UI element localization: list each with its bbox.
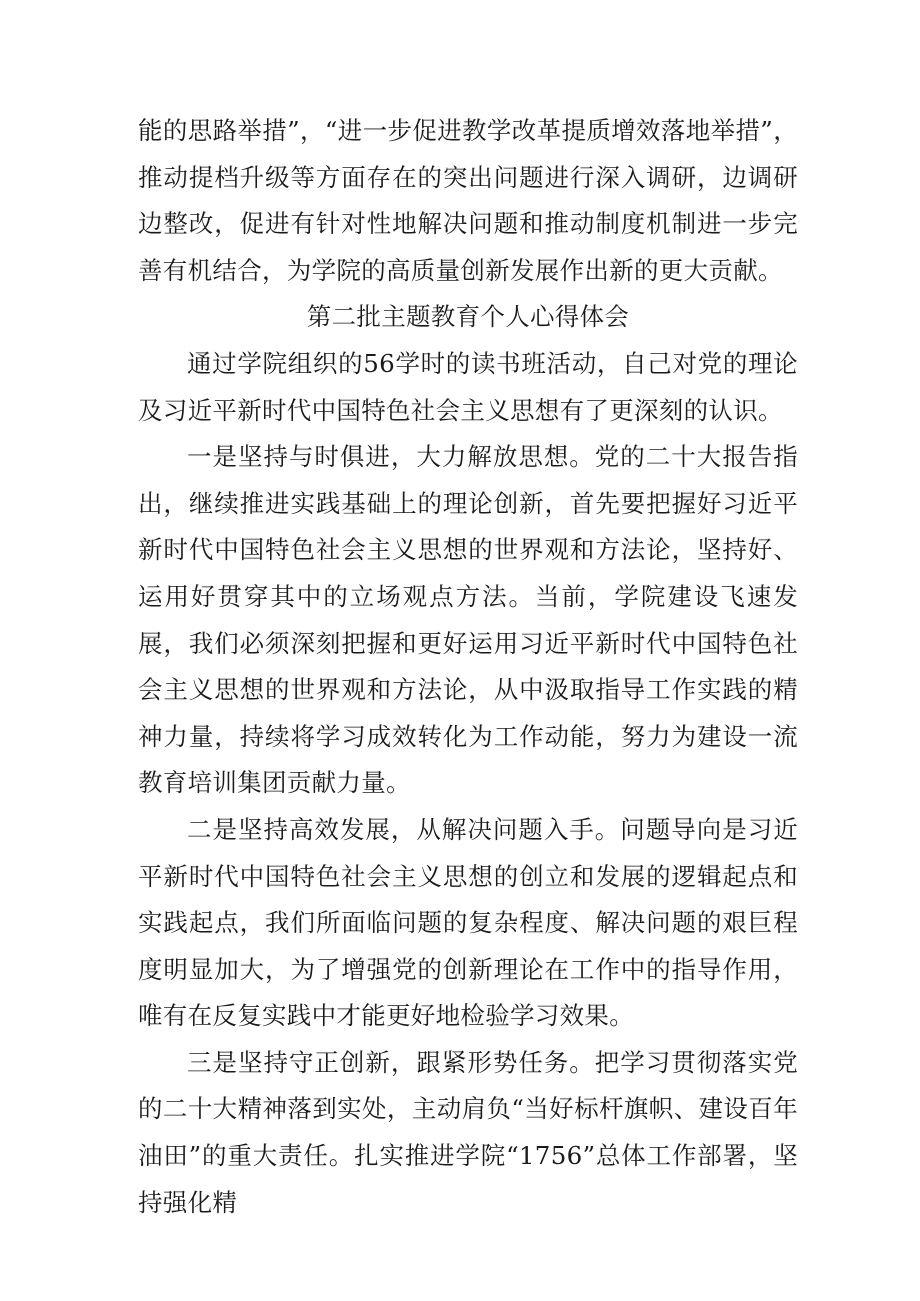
continuation-paragraph: 能的思路举措”，“进一步促进教学改革提质增效落地举措”，推动提档升级等方面存在的突出问题进行深入调研，边调研边整改，促进有针对性地解决问题和推动制度机制进一步完善有机结合，为学院的高质量创新发展作出新的更大贡献。 — [138, 116, 798, 285]
paragraph-intro: 通过学院组织的56学时的读书班活动，自己对党的理论及习近平新时代中国特色社会主义思想有了更深刻的认识。 — [138, 348, 798, 425]
paragraph-point-two: 二是坚持高效发展，从解决问题入手。问题导向是习近平新时代中国特色社会主义思想的创立和发展的逻辑起点和实践起点，我们所面临问题的复杂程度、解决问题的艰巨程度明显加大，为了增强党的创新理论在工作中的指导作用，唯有在反复实践中才能更好地检验学习效果。 — [138, 814, 798, 1031]
paragraph-point-three: 三是坚持守正创新，跟紧形势任务。把学习贯彻落实党的二十大精神落到实处，主动肩负“当好标杆旗帜、建设百年油田”的重大责任。扎实推进学院“1756”总体工作部署，坚持强化精 — [138, 1047, 798, 1217]
paragraph-point-one: 一是坚持与时俱进，大力解放思想。党的二十大报告指出，继续推进实践基础上的理论创新，首先要把握好习近平新时代中国特色社会主义思想的世界观和方法论，坚持好、运用好贯穿其中的立场观点方法。当前，学院建设飞速发展，我们必须深刻把握和更好运用习近平新时代中国特色社会主义思想的世界观和方法论，从中汲取指导工作实践的精神力量，持续将学习成效转化为工作动能，努力为建设一流教育培训集团贡献力量。 — [138, 442, 798, 798]
document-body — [138, 108, 798, 1226]
section-title: 第二批主题教育个人心得体会 — [306, 302, 630, 332]
